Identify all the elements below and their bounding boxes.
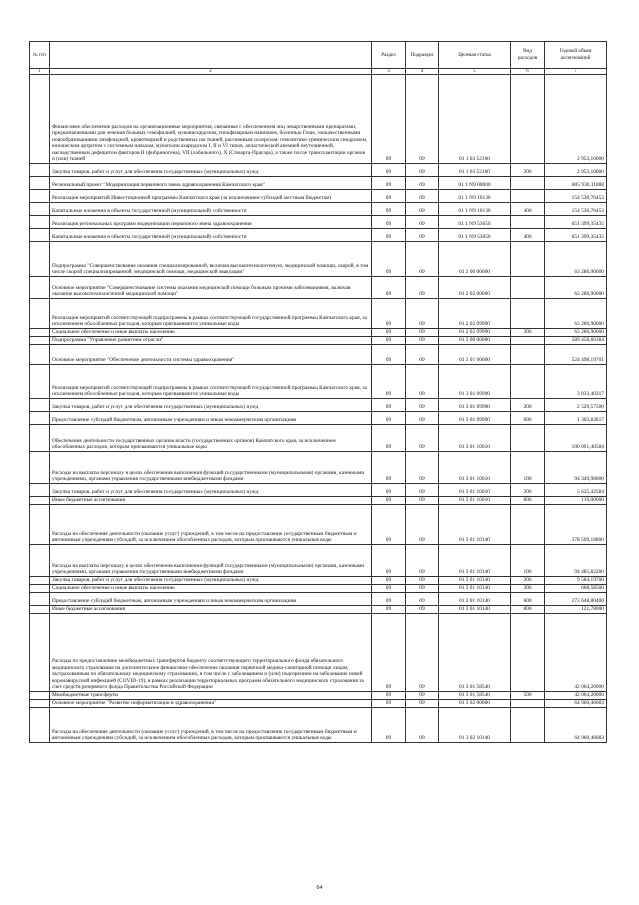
row-name: Социальное обеспечение и иные выплаты населению bbox=[50, 585, 372, 593]
table-row bbox=[30, 229, 607, 242]
header-num: № п/п bbox=[30, 42, 50, 69]
row-podrazdel: 09 bbox=[406, 700, 439, 708]
row-target-article: 01 3 01 09990 bbox=[439, 365, 511, 399]
table-row bbox=[30, 75, 607, 164]
row-name: Закупка товаров, работ и услуг для обеспечения государственных (муниципальных) нужд bbox=[50, 399, 372, 412]
table-body bbox=[30, 75, 607, 743]
row-number bbox=[30, 337, 50, 345]
row-target-article: 01 3 01 10010 bbox=[439, 497, 511, 505]
row-number bbox=[30, 505, 50, 545]
page-number: 64 bbox=[316, 885, 323, 891]
row-expense-type: 400 bbox=[511, 203, 545, 216]
row-expense-type bbox=[511, 345, 545, 365]
row-razdel: 09 bbox=[372, 229, 406, 242]
row-expense-type bbox=[511, 190, 545, 203]
header-annual-sum: Годовой объем ассигнований bbox=[545, 42, 607, 69]
row-expense-type bbox=[511, 277, 545, 299]
table-row bbox=[30, 593, 607, 606]
row-razdel: 09 bbox=[372, 399, 406, 412]
row-razdel: 09 bbox=[372, 545, 406, 577]
row-target-article: 01 3 01 58540 bbox=[439, 614, 511, 692]
row-podrazdel: 09 bbox=[406, 164, 439, 177]
table-row bbox=[30, 203, 607, 216]
row-number bbox=[30, 484, 50, 497]
row-razdel: 09 bbox=[372, 365, 406, 399]
row-number bbox=[30, 229, 50, 242]
row-expense-type: 600 bbox=[511, 593, 545, 606]
row-sum: 42 064,20000 bbox=[545, 614, 607, 692]
row-sum: 2 953,10000 bbox=[545, 164, 607, 177]
row-sum: 1 303,82817 bbox=[545, 412, 607, 425]
row-name: Капитальные вложения в объекты государственной (муниципальной) собственности bbox=[50, 229, 372, 242]
row-sum: 121,78000 bbox=[545, 606, 607, 614]
table-row bbox=[30, 497, 607, 505]
table-row bbox=[30, 577, 607, 585]
row-number bbox=[30, 606, 50, 614]
row-name: Основное мероприятие "Обеспечение деятельности системы здравоохранения" bbox=[50, 345, 372, 365]
header-name bbox=[50, 42, 372, 69]
row-target-article: 01 1 N9 10130 bbox=[439, 203, 511, 216]
row-number bbox=[30, 242, 50, 277]
row-target-article: 01 3 01 58540 bbox=[439, 692, 511, 700]
row-sum: 63 286,90000 bbox=[545, 277, 607, 299]
row-podrazdel: 09 bbox=[406, 177, 439, 190]
row-expense-type: 600 bbox=[511, 412, 545, 425]
row-sum: 64 960,46683 bbox=[545, 700, 607, 708]
row-name: Региональный проект "Модернизация первичного звена здравоохранения Камчатского края" bbox=[50, 177, 372, 190]
row-name: Реализация региональных программ модернизации первичного звена здравоохранения bbox=[50, 216, 372, 229]
row-podrazdel: 09 bbox=[406, 337, 439, 345]
budget-sheet bbox=[29, 41, 606, 743]
row-sum: 63 286,90000 bbox=[545, 242, 607, 277]
table-row bbox=[30, 505, 607, 545]
column-number: 6 bbox=[511, 69, 545, 75]
row-name: Обеспечение деятельности государственных органов власти (государственных органов) Камчатского края, за исключением обособленных расходов, которым присваиваются уникальные коды bbox=[50, 425, 372, 452]
row-number bbox=[30, 299, 50, 329]
table-row bbox=[30, 299, 607, 329]
row-name: Расходы на выплаты персоналу в целях обеспечения выполнения функций государственными (муниципальными) органами, казенными учреждениями, органами управления государственными внебюджетными фондами bbox=[50, 452, 372, 484]
row-razdel: 09 bbox=[372, 190, 406, 203]
table-row bbox=[30, 545, 607, 577]
row-podrazdel: 09 bbox=[406, 365, 439, 399]
row-expense-type: 200 bbox=[511, 484, 545, 497]
row-razdel: 09 bbox=[372, 614, 406, 692]
row-name: Реализация мероприятий соответствующей подпрограммы в рамках соответствующей государственной программы Камчатского края, за исключением обособленных расходов, которым присваиваются уникальные коды bbox=[50, 365, 372, 399]
row-name: Реализация мероприятий Инвестиционной программы Камчатского края (за исключением субсидий местным бюджетам) bbox=[50, 190, 372, 203]
row-podrazdel: 09 bbox=[406, 425, 439, 452]
row-razdel: 09 bbox=[372, 505, 406, 545]
column-number: 1 bbox=[30, 69, 50, 75]
row-target-article: 01 3 01 00000 bbox=[439, 345, 511, 365]
row-target-article: 01 3 01 10140 bbox=[439, 606, 511, 614]
row-target-article: 01 2 02 09990 bbox=[439, 329, 511, 337]
row-number bbox=[30, 692, 50, 700]
row-sum: 805 930,11888 bbox=[545, 177, 607, 190]
table-row bbox=[30, 700, 607, 708]
row-name: Основное мероприятие "Развитие информатизации в здравоохранении" bbox=[50, 700, 372, 708]
row-razdel: 09 bbox=[372, 75, 406, 164]
row-razdel: 09 bbox=[372, 484, 406, 497]
row-sum: 378 509,18800 bbox=[545, 505, 607, 545]
row-number bbox=[30, 329, 50, 337]
header-expense-type: Вид расходов bbox=[511, 42, 545, 69]
row-target-article: 01 3 01 10010 bbox=[439, 425, 511, 452]
row-podrazdel: 09 bbox=[406, 345, 439, 365]
row-sum: 2 529,57500 bbox=[545, 399, 607, 412]
row-razdel: 09 bbox=[372, 700, 406, 708]
row-razdel: 09 bbox=[372, 577, 406, 585]
column-number: 2 bbox=[50, 69, 372, 75]
row-number bbox=[30, 164, 50, 177]
row-number bbox=[30, 585, 50, 593]
row-number bbox=[30, 497, 50, 505]
row-target-article: 01 1 N9 00000 bbox=[439, 177, 511, 190]
row-name: Подпрограмма "Управление развитием отрасли" bbox=[50, 337, 372, 345]
row-number bbox=[30, 412, 50, 425]
row-target-article: 01 3 01 10140 bbox=[439, 585, 511, 593]
row-number bbox=[30, 614, 50, 692]
row-number bbox=[30, 545, 50, 577]
row-razdel: 09 bbox=[372, 329, 406, 337]
row-razdel: 09 bbox=[372, 299, 406, 329]
row-razdel: 09 bbox=[372, 593, 406, 606]
row-podrazdel: 09 bbox=[406, 412, 439, 425]
row-podrazdel: 09 bbox=[406, 614, 439, 692]
row-expense-type bbox=[511, 505, 545, 545]
row-podrazdel: 09 bbox=[406, 452, 439, 484]
row-razdel: 09 bbox=[372, 708, 406, 743]
row-sum: 2 953,10000 bbox=[545, 75, 607, 164]
row-expense-type: 300 bbox=[511, 329, 545, 337]
row-razdel: 09 bbox=[372, 606, 406, 614]
row-target-article: 01 3 01 10140 bbox=[439, 593, 511, 606]
row-expense-type bbox=[511, 365, 545, 399]
row-name: Социальное обеспечение и иные выплаты населению bbox=[50, 329, 372, 337]
table-row bbox=[30, 216, 607, 229]
row-podrazdel: 09 bbox=[406, 545, 439, 577]
row-razdel: 09 bbox=[372, 692, 406, 700]
table-row bbox=[30, 277, 607, 299]
table-row bbox=[30, 614, 607, 692]
row-target-article: 01 3 01 10140 bbox=[439, 505, 511, 545]
row-expense-type: 300 bbox=[511, 585, 545, 593]
row-name: Расходы на обеспечение деятельности (оказание услуг) учреждений, в том числе на предоставление государственным бюджетным и автономным учреждениям субсидий, за исключением обособленных расходов, которым присваиваются уникальные коды bbox=[50, 505, 372, 545]
row-number bbox=[30, 708, 50, 743]
row-expense-type: 400 bbox=[511, 229, 545, 242]
row-number bbox=[30, 399, 50, 412]
row-podrazdel: 09 bbox=[406, 203, 439, 216]
row-target-article: 01 1 03 52160 bbox=[439, 75, 511, 164]
column-number: 4 bbox=[406, 69, 439, 75]
row-razdel: 09 bbox=[372, 345, 406, 365]
row-number bbox=[30, 177, 50, 190]
row-razdel: 09 bbox=[372, 242, 406, 277]
table-row bbox=[30, 399, 607, 412]
row-sum: 589 458,66384 bbox=[545, 337, 607, 345]
table-row bbox=[30, 585, 607, 593]
row-number bbox=[30, 216, 50, 229]
row-razdel: 09 bbox=[372, 216, 406, 229]
row-number bbox=[30, 75, 50, 164]
budget-table bbox=[29, 41, 607, 743]
row-sum: 651 399,35435 bbox=[545, 229, 607, 242]
row-sum: 154 530,76453 bbox=[545, 203, 607, 216]
row-number bbox=[30, 700, 50, 708]
table-row bbox=[30, 164, 607, 177]
row-target-article: 01 3 02 00000 bbox=[439, 700, 511, 708]
row-podrazdel: 09 bbox=[406, 593, 439, 606]
row-number bbox=[30, 593, 50, 606]
header-podrazdel: Подраздел bbox=[406, 42, 439, 69]
row-name: Иные бюджетные ассигнования bbox=[50, 497, 372, 505]
row-expense-type bbox=[511, 614, 545, 692]
row-target-article: 01 3 01 10010 bbox=[439, 484, 511, 497]
table-row bbox=[30, 692, 607, 700]
row-target-article: 01 3 01 09990 bbox=[439, 412, 511, 425]
column-number: 3 bbox=[372, 69, 406, 75]
row-name: Основное мероприятие "Совершенствование системы оказания медицинской помощи больным прочими заболеваниями, включая оказание высокотехнологичной медицинской помощи" bbox=[50, 277, 372, 299]
row-target-article: 01 1 N9 10130 bbox=[439, 190, 511, 203]
row-podrazdel: 09 bbox=[406, 75, 439, 164]
row-razdel: 09 bbox=[372, 412, 406, 425]
row-target-article: 01 2 02 09990 bbox=[439, 299, 511, 329]
row-podrazdel: 09 bbox=[406, 484, 439, 497]
row-name: Расходы на обеспечение деятельности (оказание услуг) учреждений, в том числе на предоставление государственным бюджетным и автономным учреждениям субсидий, за исключением обособленных расходов, которым присваиваются уникальные коды bbox=[50, 708, 372, 743]
row-razdel: 09 bbox=[372, 497, 406, 505]
table-row bbox=[30, 425, 607, 452]
row-target-article: 01 3 02 10140 bbox=[439, 708, 511, 743]
row-podrazdel: 09 bbox=[406, 708, 439, 743]
row-expense-type bbox=[511, 337, 545, 345]
row-name: Предоставление субсидий бюджетным, автономным учреждениям и иным некоммерческим организациям bbox=[50, 412, 372, 425]
column-number: 5 bbox=[439, 69, 511, 75]
row-sum: 94 485,82200 bbox=[545, 545, 607, 577]
table-row bbox=[30, 606, 607, 614]
header-razdel: Раздел bbox=[372, 42, 406, 69]
row-target-article: 01 3 00 00000 bbox=[439, 337, 511, 345]
row-expense-type: 800 bbox=[511, 606, 545, 614]
row-number bbox=[30, 577, 50, 585]
row-razdel: 09 bbox=[372, 277, 406, 299]
row-number bbox=[30, 345, 50, 365]
row-expense-type: 500 bbox=[511, 692, 545, 700]
row-razdel: 09 bbox=[372, 452, 406, 484]
row-podrazdel: 09 bbox=[406, 229, 439, 242]
table-row bbox=[30, 190, 607, 203]
row-target-article: 01 1 N9 53650 bbox=[439, 216, 511, 229]
row-podrazdel: 09 bbox=[406, 277, 439, 299]
row-name: Капитальные вложения в объекты государственной (муниципальной) собственности bbox=[50, 203, 372, 216]
row-name: Закупка товаров, работ и услуг для обеспечения государственных (муниципальных) нужд bbox=[50, 484, 372, 497]
row-sum: 3 833,40317 bbox=[545, 365, 607, 399]
row-expense-type bbox=[511, 425, 545, 452]
row-name: Подпрограмма "Совершенствование оказания специализированной, включая высокотехнологичную, медицинской помощи, скорой, в том числе скорой специализированной, медицинской помощи, медицинской эвакуации" bbox=[50, 242, 372, 277]
row-expense-type bbox=[511, 700, 545, 708]
row-name: Закупка товаров, работ и услуг для обеспечения государственных (муниципальных) нужд bbox=[50, 577, 372, 585]
row-number bbox=[30, 190, 50, 203]
row-expense-type bbox=[511, 177, 545, 190]
row-podrazdel: 09 bbox=[406, 577, 439, 585]
row-number bbox=[30, 365, 50, 399]
row-expense-type bbox=[511, 708, 545, 743]
row-name: Расходы по предоставлению межбюджетных трансфертов бюджету соответствующего территориального фонда обязательного медицинского страхования на дополнительное финансовое обеспечение оказания первичной медико-санитарной помощи лицам, застрахованным по обязательному медицинскому страхованию, в том числе с заболеванием и (или) подозрением на заболевание новой коронавирусной инфекцией (COVID-19), в рамках реализации территориальных программ обязательного медицинского страхования за счет средств резервного фонда Правительства Российской Федерации bbox=[50, 614, 372, 692]
row-podrazdel: 09 bbox=[406, 299, 439, 329]
row-podrazdel: 09 bbox=[406, 329, 439, 337]
row-name: Финансовое обеспечение расходов на организационные мероприятия, связанные с обеспечением лиц лекарственными препаратами, предназначенными для лечения больных гемофилией, муковисцидозом, гипофизарным нанизмом, болезнью Гоше, злокачественными новообразованиями лимфоидной, кроветворной и родственных им тканей, рассеянным склерозом, гемолитико-уремическим синдромом, юношеским артритом с системным началом, мукополисахаридозом I, II и VI типов, апластической анемией неуточненной, наследственным дефицитом факторов II (фибриногена), VII (лабильного), X (Стюарта-Прауэра), а также после трансплантации органов и (или) тканей bbox=[50, 75, 372, 164]
row-razdel: 09 bbox=[372, 337, 406, 345]
row-razdel: 09 bbox=[372, 425, 406, 452]
table-row bbox=[30, 365, 607, 399]
header-target-article: Целевая статья bbox=[439, 42, 511, 69]
row-target-article: 01 3 01 10140 bbox=[439, 577, 511, 585]
row-razdel: 09 bbox=[372, 164, 406, 177]
row-podrazdel: 09 bbox=[406, 585, 439, 593]
row-sum: 63 286,90000 bbox=[545, 329, 607, 337]
row-name: Иные бюджетные ассигнования bbox=[50, 606, 372, 614]
row-podrazdel: 09 bbox=[406, 692, 439, 700]
row-sum: 116,00000 bbox=[545, 497, 607, 505]
row-sum: 64 960,46683 bbox=[545, 708, 607, 743]
row-number bbox=[30, 203, 50, 216]
row-name: Расходы на выплаты персоналу в целях обеспечения выполнения функций государственными (муниципальными) органами, казенными учреждениями, органами управления государственными внебюджетными фондами bbox=[50, 545, 372, 577]
column-number: 7 bbox=[545, 69, 607, 75]
row-name: Предоставление субсидий бюджетным, автономным учреждениям и иным некоммерческим организациям bbox=[50, 593, 372, 606]
table-row bbox=[30, 177, 607, 190]
table-row bbox=[30, 708, 607, 743]
row-expense-type bbox=[511, 242, 545, 277]
header-row bbox=[30, 42, 607, 69]
row-podrazdel: 09 bbox=[406, 190, 439, 203]
table-row bbox=[30, 452, 607, 484]
row-sum: 100 091,40584 bbox=[545, 425, 607, 452]
row-sum: 524 498,19701 bbox=[545, 345, 607, 365]
row-name: Межбюджетные трансферты bbox=[50, 692, 372, 700]
row-expense-type: 800 bbox=[511, 497, 545, 505]
row-expense-type: 100 bbox=[511, 452, 545, 484]
row-target-article: 01 2 00 00000 bbox=[439, 242, 511, 277]
row-expense-type: 200 bbox=[511, 164, 545, 177]
row-sum: 42 064,20000 bbox=[545, 692, 607, 700]
row-number bbox=[30, 425, 50, 452]
row-target-article: 01 3 01 09990 bbox=[439, 399, 511, 412]
row-razdel: 09 bbox=[372, 177, 406, 190]
row-expense-type: 200 bbox=[511, 577, 545, 585]
row-number bbox=[30, 277, 50, 299]
row-target-article: 01 1 N9 53650 bbox=[439, 229, 511, 242]
row-expense-type bbox=[511, 299, 545, 329]
row-razdel: 09 bbox=[372, 585, 406, 593]
row-expense-type bbox=[511, 216, 545, 229]
table-row bbox=[30, 337, 607, 345]
table-row bbox=[30, 345, 607, 365]
row-expense-type: 200 bbox=[511, 399, 545, 412]
row-sum: 668,58500 bbox=[545, 585, 607, 593]
row-podrazdel: 09 bbox=[406, 216, 439, 229]
row-podrazdel: 09 bbox=[406, 242, 439, 277]
row-sum: 273 648,80400 bbox=[545, 593, 607, 606]
row-podrazdel: 09 bbox=[406, 606, 439, 614]
row-sum: 5 625,42584 bbox=[545, 484, 607, 497]
row-sum: 154 530,76453 bbox=[545, 190, 607, 203]
row-sum: 9 584,19700 bbox=[545, 577, 607, 585]
row-sum: 94 349,98000 bbox=[545, 452, 607, 484]
row-sum: 63 286,90000 bbox=[545, 299, 607, 329]
row-name: Закупка товаров, работ и услуг для обеспечения государственных (муниципальных) нужд bbox=[50, 164, 372, 177]
row-podrazdel: 09 bbox=[406, 497, 439, 505]
row-target-article: 01 3 01 10010 bbox=[439, 452, 511, 484]
table-row bbox=[30, 484, 607, 497]
table-row bbox=[30, 242, 607, 277]
table-row bbox=[30, 412, 607, 425]
row-number bbox=[30, 452, 50, 484]
row-razdel: 09 bbox=[372, 203, 406, 216]
row-target-article: 01 2 02 00000 bbox=[439, 277, 511, 299]
row-podrazdel: 09 bbox=[406, 399, 439, 412]
row-target-article: 01 1 03 52160 bbox=[439, 164, 511, 177]
row-podrazdel: 09 bbox=[406, 505, 439, 545]
row-name: Реализация мероприятий соответствующей подпрограммы в рамках соответствующей государственной программы Камчатского края, за исключением обособленных расходов, которым присваиваются уникальные коды bbox=[50, 299, 372, 329]
row-expense-type bbox=[511, 75, 545, 164]
row-sum: 651 399,35435 bbox=[545, 216, 607, 229]
row-expense-type: 100 bbox=[511, 545, 545, 577]
row-target-article: 01 3 01 10140 bbox=[439, 545, 511, 577]
table-row bbox=[30, 329, 607, 337]
